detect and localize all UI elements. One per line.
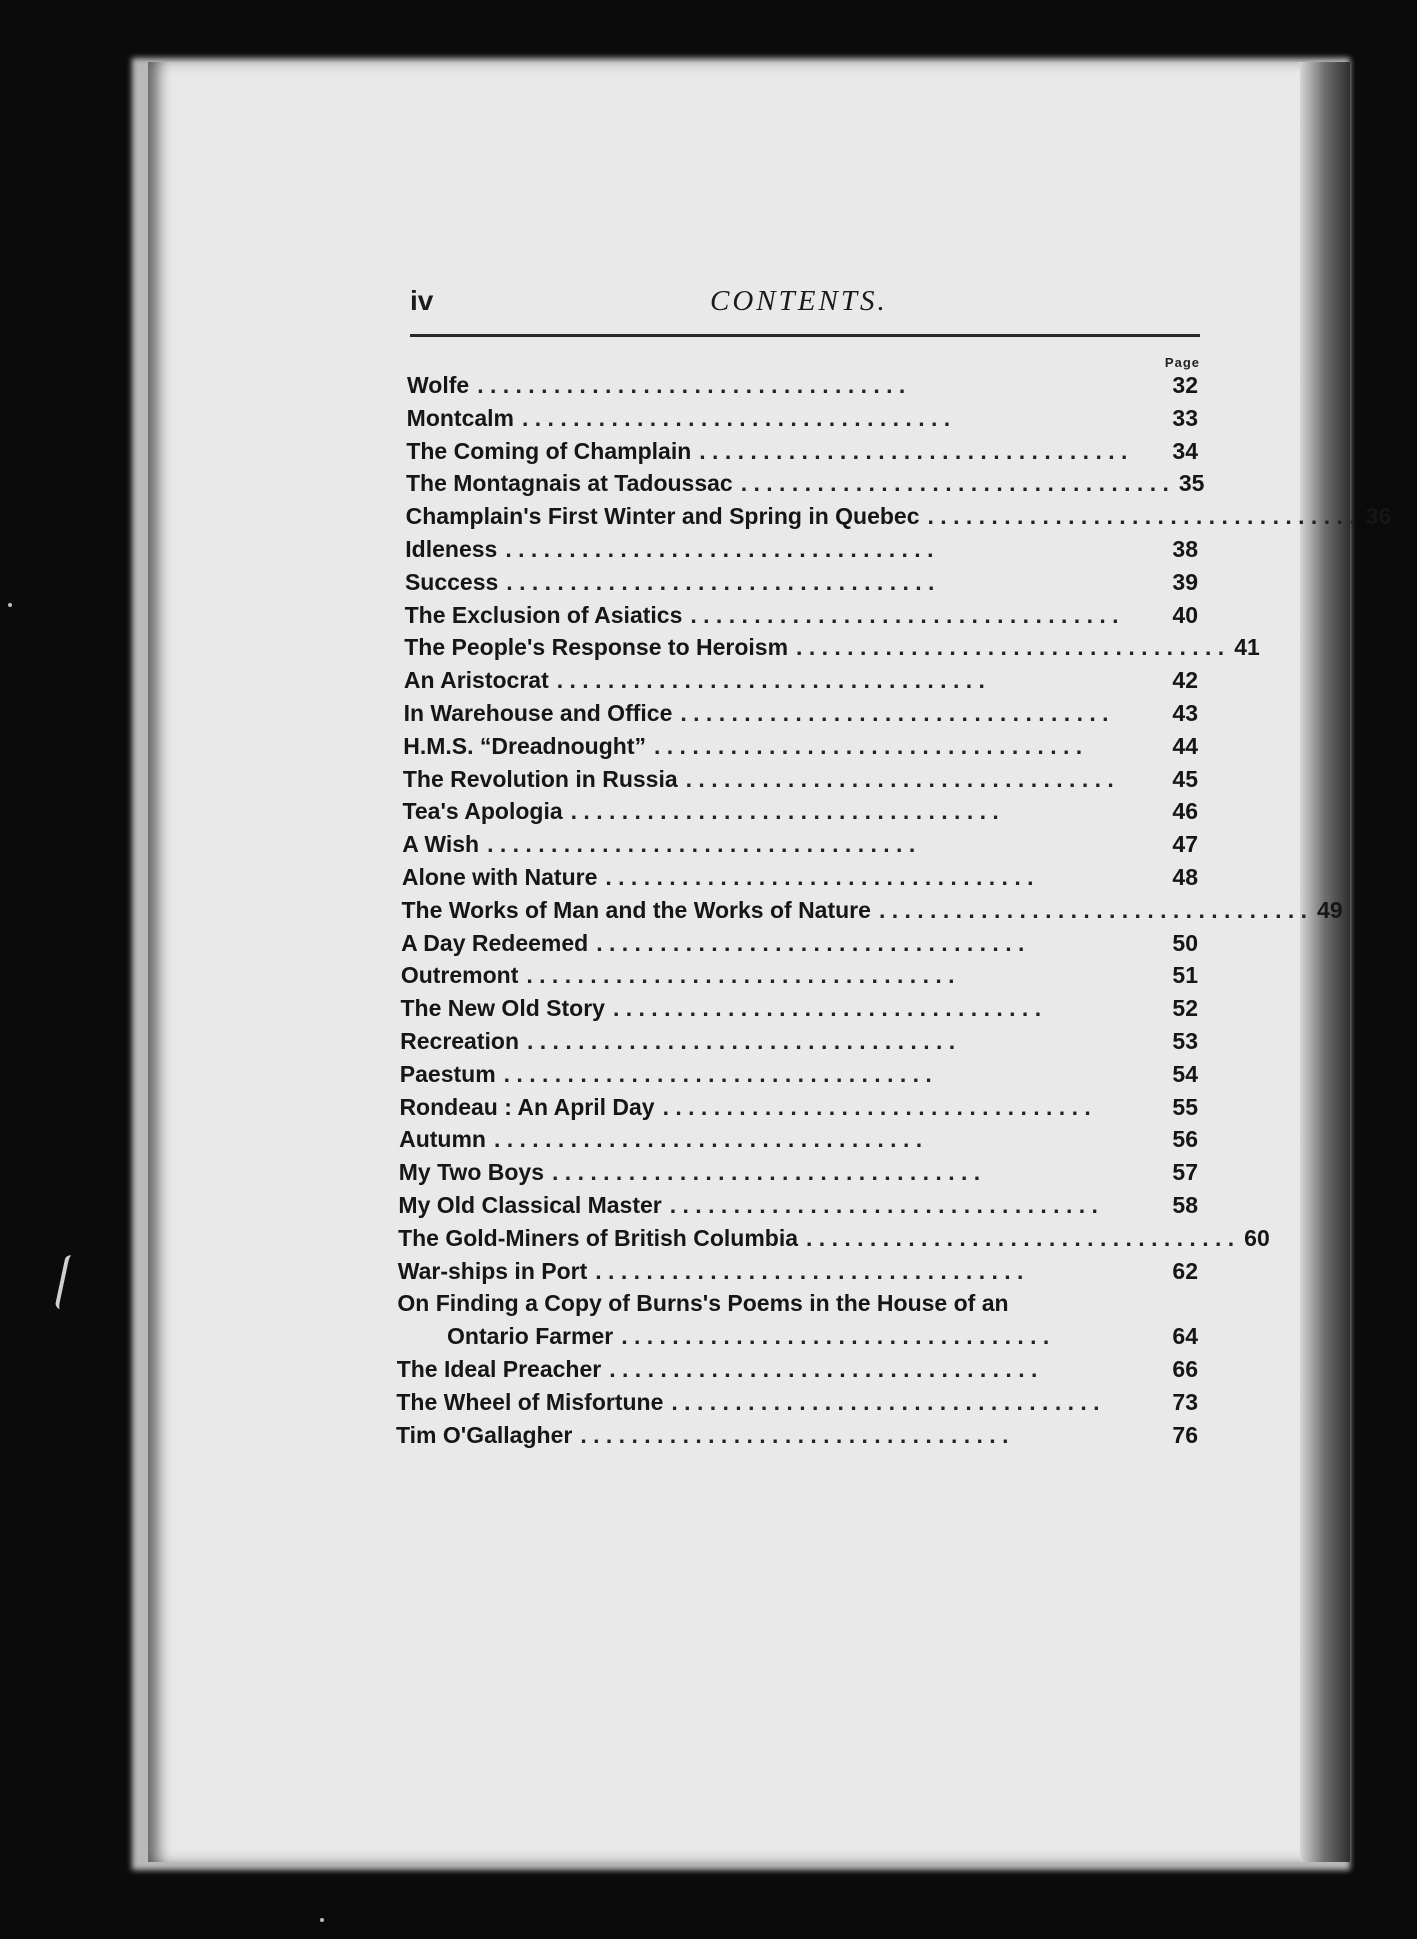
dot-leader: . . . . . . . . . . . . . . . . . . . . . . . . . . . . . . . . . . xyxy=(595,1257,1024,1284)
toc-entry xyxy=(396,1422,1198,1454)
toc-entry xyxy=(397,1356,1198,1388)
dot-leader: . . . . . . . . . . . . . . . . . . . . . . . . . . . . . . . . . . xyxy=(493,1126,923,1153)
toc-entry xyxy=(399,1159,1198,1191)
toc-entry-title: My Two Boys xyxy=(398,1159,545,1186)
toc-entry-page: 62 xyxy=(1172,1257,1198,1284)
toc-entry-title: The Revolution in Russia xyxy=(402,765,678,792)
toc-entry-page: 56 xyxy=(1172,1126,1198,1153)
toc-entry xyxy=(403,766,1198,798)
toc-entry-title: Tim O'Gallagher xyxy=(396,1421,573,1448)
toc-entry xyxy=(401,896,1343,929)
toc-entry-page: 52 xyxy=(1172,995,1198,1022)
dot-leader: . . . . . . . . . . . . . . . . . . . . . . . . . . . . . . . . . . xyxy=(552,1159,981,1186)
toc-entry-title: Outremont xyxy=(400,962,519,989)
toc-entry-title: A Wish xyxy=(402,831,480,858)
toc-entry xyxy=(400,1028,1198,1060)
toc-entry-page: 46 xyxy=(1172,798,1198,825)
toc-entry-title: A Day Redeemed xyxy=(401,929,589,956)
dot-leader: . . . . . . . . . . . . . . . . . . . . . . . . . . . . . . . . . . xyxy=(671,1388,1100,1415)
toc-entry xyxy=(400,1061,1198,1093)
toc-entry-page: 44 xyxy=(1172,732,1198,759)
toc-entry-title: The Coming of Champlain xyxy=(406,437,692,464)
dot-leader: . . . . . . . . . . . . . . . . . . . . . . . . . . . . . . . . . . xyxy=(662,1093,1091,1120)
toc-entry-title: The Exclusion of Asiatics xyxy=(404,601,683,628)
toc-entry-title: My Old Classical Master xyxy=(398,1192,662,1218)
toc-entry xyxy=(397,1290,1198,1322)
toc-entry-title: Success xyxy=(404,568,499,595)
toc-entry-page: 54 xyxy=(1172,1060,1198,1087)
toc-entry-page: 50 xyxy=(1172,929,1198,956)
dot-leader: . . . . . . . . . . . . . . . . . . . . . . . . . . . . . . . . . . xyxy=(477,372,906,398)
dot-leader: . . . . . . . . . . . . . . . . . . . . . . . . . . . . . . . . . . xyxy=(699,437,1128,464)
toc-entry-title: Autumn xyxy=(399,1126,486,1153)
dot-leader: . . . . . . . . . . . . . . . . . . . . . . . . . . . . . . . . . . xyxy=(806,1224,1235,1251)
toc-entry xyxy=(400,995,1198,1027)
dot-leader: . . . . . . . . . . . . . . . . . . . . . . . . . . . . . . . . . . xyxy=(612,995,1042,1022)
dot-leader: . . . . . . . . . . . . . . . . . . . . . . . . . . . . . . . . . . xyxy=(927,503,1356,530)
toc-entry-page: 43 xyxy=(1172,700,1198,726)
toc-entry-title: Champlain's First Winter and Spring in Quebec xyxy=(405,503,920,530)
toc-entry xyxy=(399,1094,1198,1126)
toc-entry xyxy=(447,1323,1198,1355)
toc-entry-title: War-ships in Port xyxy=(397,1257,588,1284)
toc-entry xyxy=(405,503,1392,535)
toc-entry xyxy=(405,470,1205,502)
toc-entry-title: The Ideal Preacher xyxy=(396,1356,602,1382)
toc-entry-page: 58 xyxy=(1172,1192,1198,1218)
toc-entry-page: 73 xyxy=(1172,1388,1198,1415)
dot-leader: . . . . . . . . . . . . . . . . . . . . . . . . . . . . . . . . . . xyxy=(609,1356,1038,1382)
toc-entry xyxy=(399,1126,1198,1158)
toc-entry-title: H.M.S. “Dreadnought” xyxy=(403,732,646,759)
dot-leader: . . . . . . . . . . . . . . . . . . . . . . . . . . . . . . . . . . xyxy=(522,404,951,431)
toc-entry xyxy=(404,700,1198,732)
toc-entry xyxy=(404,667,1198,699)
toc-entry-page: 57 xyxy=(1172,1159,1198,1186)
toc-entry-title: The New Old Story xyxy=(400,995,605,1022)
toc-entry xyxy=(402,864,1198,896)
toc-entry-page: 38 xyxy=(1172,536,1198,562)
toc-entry-page: 45 xyxy=(1172,765,1198,792)
toc-entry xyxy=(401,962,1198,994)
dot-leader: . . . . . . . . . . . . . . . . . . . . . . . . . . . . . . . . . . xyxy=(487,831,916,858)
toc-entry xyxy=(403,798,1198,830)
toc-entry-page: 32 xyxy=(1172,372,1198,398)
toc-entry xyxy=(402,831,1198,863)
dot-leader: . . . . . . . . . . . . . . . . . . . . . . . . . . . . . . . . . . xyxy=(605,864,1034,890)
page-number: iv xyxy=(410,285,434,316)
toc-entry-page: 34 xyxy=(1172,437,1198,464)
toc-entry-page: 49 xyxy=(1317,896,1343,923)
toc-entry-title: Paestum xyxy=(399,1060,496,1087)
running-title: CONTENTS. xyxy=(710,285,888,317)
toc-entry-title: The Montagnais at Tadoussac xyxy=(405,470,733,497)
toc-entry-title: Alone with Nature xyxy=(401,864,598,890)
toc-entry-title: The Works of Man and the Works of Nature xyxy=(401,896,871,923)
dot-leader: . . . . . . . . . . . . . . . . . . . . . . . . . . . . . . . . . . xyxy=(621,1323,1050,1350)
toc-entry-page: 40 xyxy=(1172,601,1198,628)
toc-entry-page: 41 xyxy=(1234,634,1260,661)
dot-leader: . . . . . . . . . . . . . . . . . . . . . . . . . . . . . . . . . . xyxy=(570,798,999,825)
dot-leader: . . . . . . . . . . . . . . . . . . . . . . . . . . . . . . . . . . xyxy=(506,568,935,595)
toc-entry-page: 36 xyxy=(1365,503,1392,530)
toc-entry-title: On Finding a Copy of Burns's Poems in the House of an xyxy=(397,1290,1009,1317)
dot-leader: . . . . . . . . . . . . . . . . . . . . . . . . . . . . . . . . . . xyxy=(740,470,1169,497)
toc-entry-title: Montcalm xyxy=(406,404,514,431)
toc-entry xyxy=(404,634,1260,666)
toc-entry-title: In Warehouse and Office xyxy=(403,700,673,726)
toc-entry-page: 53 xyxy=(1172,1028,1198,1054)
dot-leader: . . . . . . . . . . . . . . . . . . . . . . . . . . . . . . . . . . xyxy=(878,896,1308,923)
toc-entry-page: 35 xyxy=(1178,470,1205,497)
toc-entry-title: Tea's Apologia xyxy=(402,798,563,825)
toc-entry-title: Idleness xyxy=(405,536,498,562)
toc-entry-page: 33 xyxy=(1172,404,1198,431)
toc-entry-title: The Wheel of Misfortune xyxy=(396,1388,664,1415)
toc-entry xyxy=(405,569,1198,601)
dot-leader: . . . . . . . . . . . . . . . . . . . . . . . . . . . . . . . . . . xyxy=(654,732,1083,759)
dot-leader: . . . . . . . . . . . . . . . . . . . . . . . . . . . . . . . . . . xyxy=(505,536,934,562)
toc-entry-page: 47 xyxy=(1172,831,1198,858)
toc-entry xyxy=(396,1389,1198,1421)
toc-entry-page: 48 xyxy=(1172,864,1198,890)
dot-leader: . . . . . . . . . . . . . . . . . . . . . . . . . . . . . . . . . . xyxy=(680,700,1109,726)
dot-leader: . . . . . . . . . . . . . . . . . . . . . . . . . . . . . . . . . . xyxy=(690,601,1119,628)
dot-leader: . . . . . . . . . . . . . . . . . . . . . . . . . . . . . . . . . . xyxy=(503,1060,932,1087)
toc-entry xyxy=(407,405,1198,437)
toc-entry-page: 39 xyxy=(1172,568,1198,595)
toc-entry xyxy=(398,1224,1270,1257)
toc-entry xyxy=(407,372,1198,404)
toc-entry xyxy=(403,733,1198,765)
toc-entry-page: 66 xyxy=(1172,1356,1198,1382)
toc-entry-page: 64 xyxy=(1172,1323,1198,1350)
toc-entry-title: An Aristocrat xyxy=(403,667,549,694)
dot-leader: . . . . . . . . . . . . . . . . . . . . . . . . . . . . . . . . . . xyxy=(556,667,985,694)
toc-entry-page: 42 xyxy=(1172,667,1198,694)
toc-entry xyxy=(405,536,1198,568)
dot-leader: . . . . . . . . . . . . . . . . . . . . . . . . . . . . . . . . . . xyxy=(580,1421,1009,1448)
toc-entry-page: 60 xyxy=(1244,1224,1270,1251)
dot-leader: . . . . . . . . . . . . . . . . . . . . . . . . . . . . . . . . . . xyxy=(796,634,1225,661)
dot-leader: . . . . . . . . . . . . . . . . . . . . . . . . . . . . . . . . . . xyxy=(669,1192,1098,1218)
toc-entry xyxy=(398,1192,1198,1224)
toc-entry-title: Ontario Farmer xyxy=(447,1323,614,1350)
dot-leader: . . . . . . . . . . . . . . . . . . . . . . . . . . . . . . . . . . xyxy=(596,929,1025,956)
dot-leader: . . . . . . . . . . . . . . . . . . . . . . . . . . . . . . . . . . xyxy=(527,1028,956,1054)
toc-entry-title: The People's Response to Heroism xyxy=(404,634,789,661)
toc-entry xyxy=(401,930,1198,962)
toc-entry-title: The Gold-Miners of British Columbia xyxy=(398,1224,799,1251)
toc-entry-page: 51 xyxy=(1172,962,1198,989)
toc-entry-page: 76 xyxy=(1172,1421,1198,1448)
toc-entry-title: Wolfe xyxy=(407,372,470,398)
dot-leader: . . . . . . . . . . . . . . . . . . . . . . . . . . . . . . . . . . xyxy=(685,765,1114,792)
toc-entry xyxy=(406,438,1198,470)
dot-leader: . . . . . . . . . . . . . . . . . . . . . . . . . . . . . . . . . . xyxy=(526,962,955,989)
toc-entry xyxy=(398,1258,1198,1290)
toc-entry-page: 55 xyxy=(1172,1093,1198,1120)
toc-entry-title: Rondeau : An April Day xyxy=(399,1093,655,1120)
toc-entry-title: Recreation xyxy=(400,1028,519,1054)
page-column-label: Page xyxy=(1164,355,1200,370)
toc-entry xyxy=(405,602,1198,634)
